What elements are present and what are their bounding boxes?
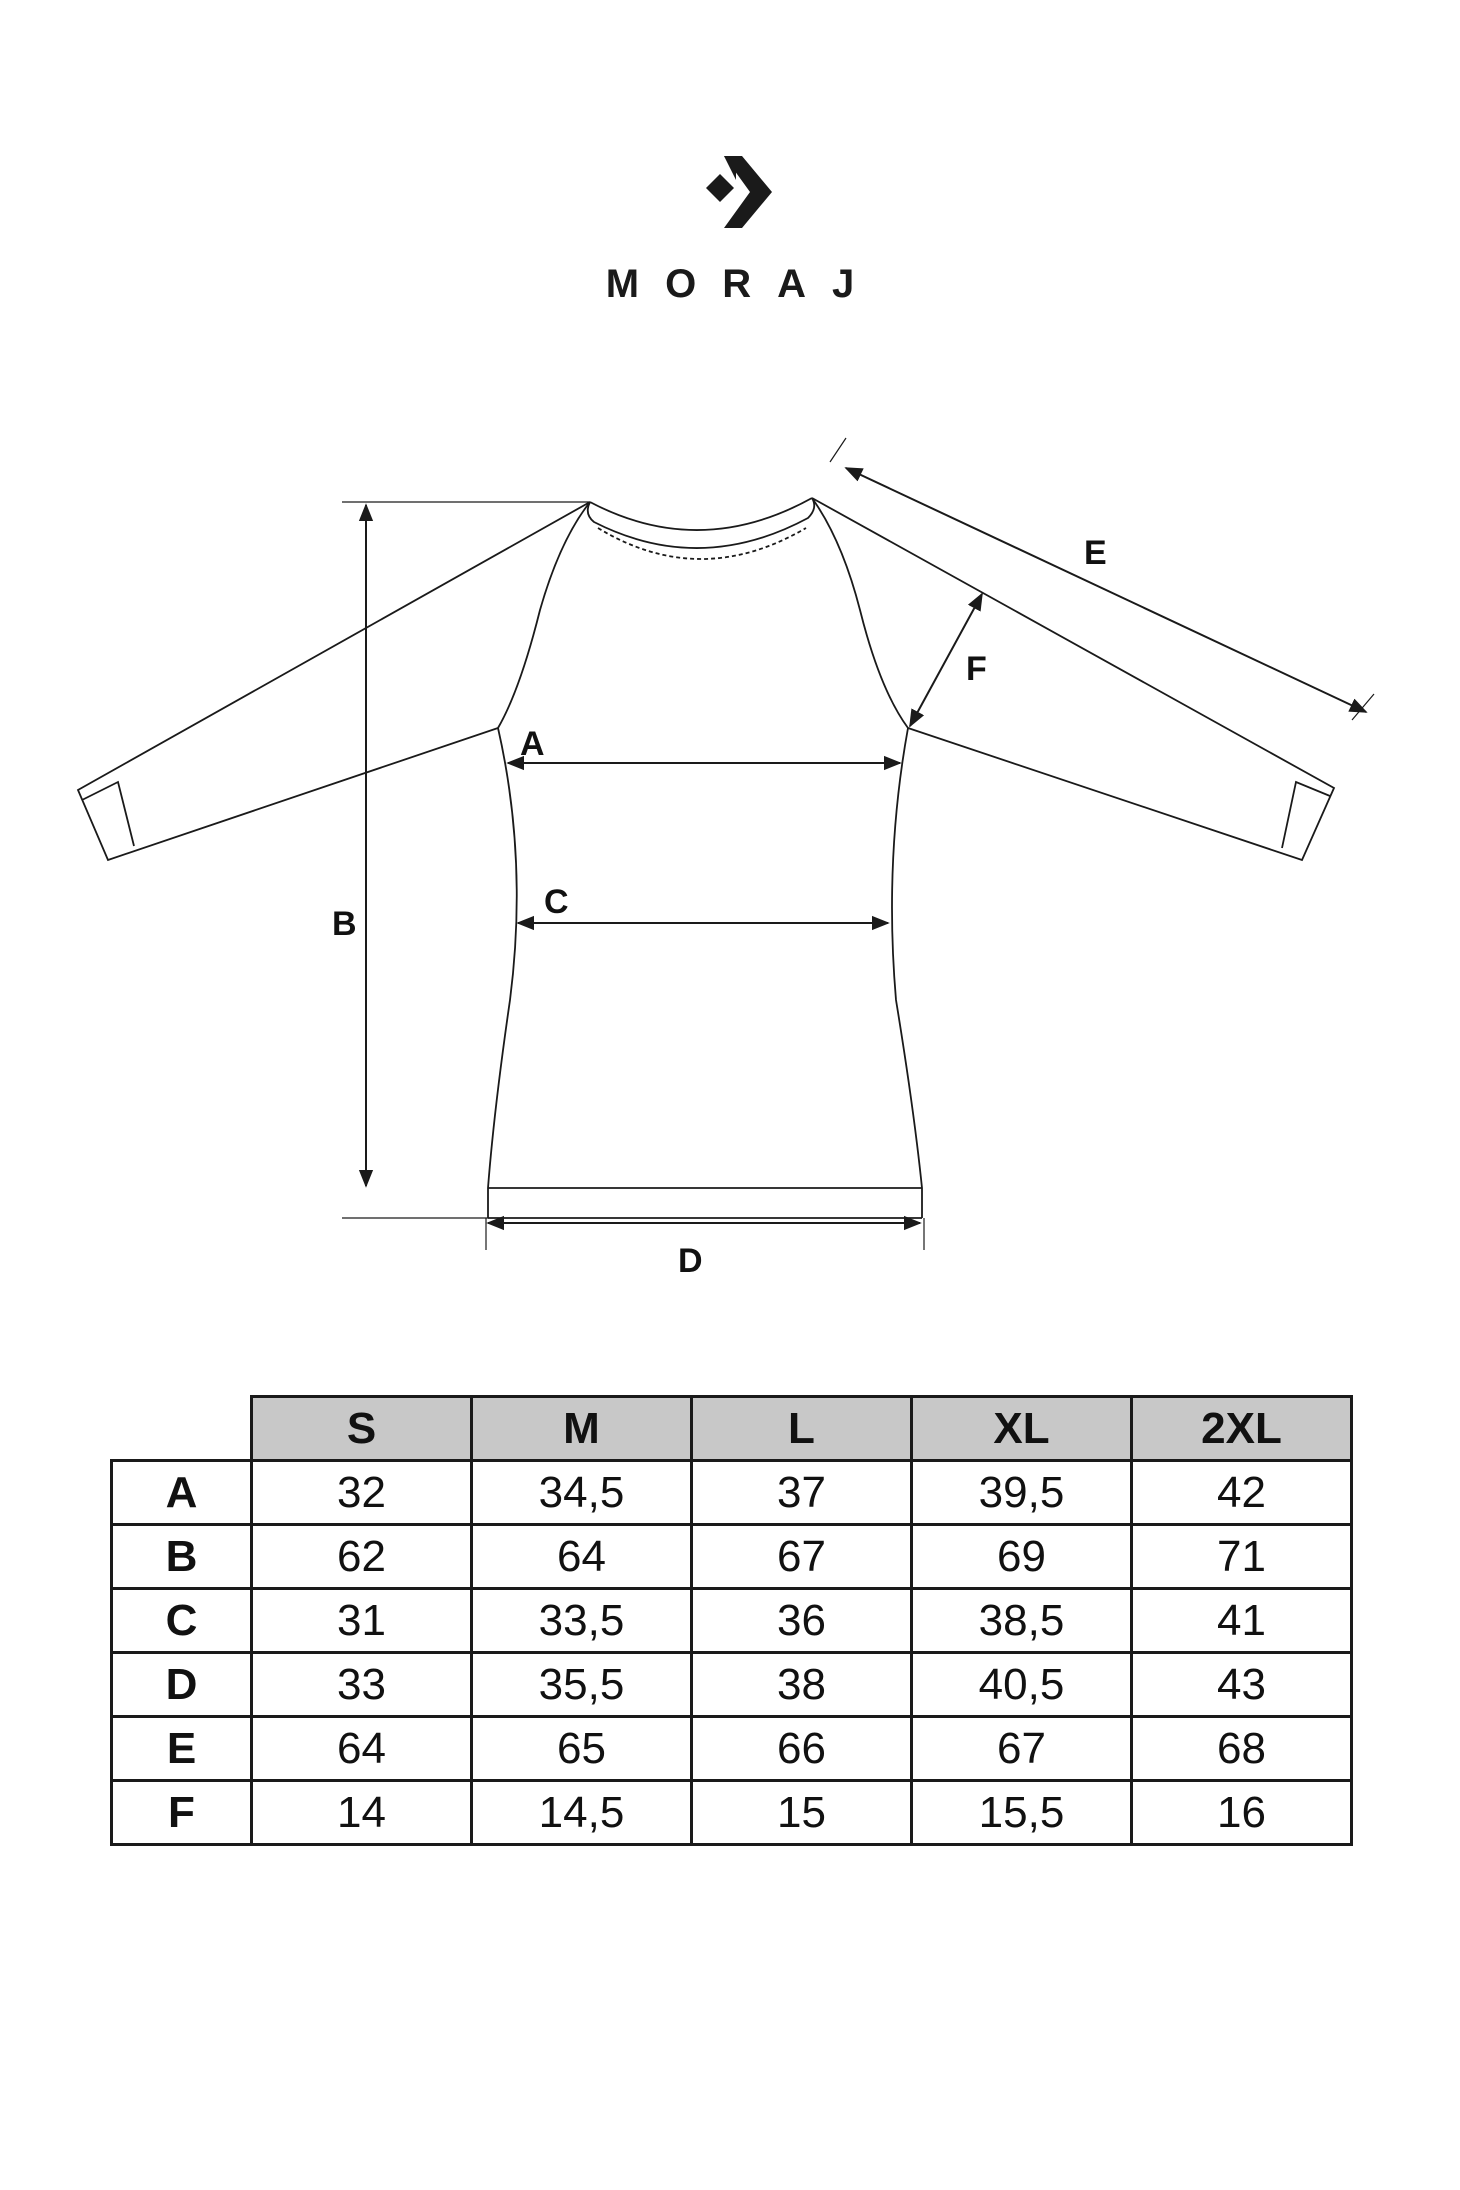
table-cell: 65 — [472, 1717, 692, 1781]
table-cell: 67 — [912, 1717, 1132, 1781]
size-header-row — [112, 1397, 1352, 1461]
table-cell: 68 — [1132, 1717, 1352, 1781]
table-cell: 37 — [692, 1461, 912, 1525]
table-row — [112, 1525, 1352, 1589]
table-cell: 14 — [252, 1781, 472, 1845]
table-cell: 38,5 — [912, 1589, 1132, 1653]
table-cell: 35,5 — [472, 1653, 692, 1717]
table-cell: 64 — [252, 1717, 472, 1781]
size-header-s: S — [252, 1397, 472, 1461]
table-cell: 15 — [692, 1781, 912, 1845]
table-cell: 42 — [1132, 1461, 1352, 1525]
dimension-e-line — [846, 468, 1366, 712]
size-header-2xl: 2XL — [1132, 1397, 1352, 1461]
dimension-lines — [366, 468, 1366, 1223]
table-cell: 40,5 — [912, 1653, 1132, 1717]
brand-name: MORAJ — [605, 262, 881, 306]
dimension-f-label: F — [966, 650, 987, 688]
table-cell: 14,5 — [472, 1781, 692, 1845]
dimension-c-label: C — [544, 883, 569, 921]
table-cell: 15,5 — [912, 1781, 1132, 1845]
table-cell: 67 — [692, 1525, 912, 1589]
dimension-a-label: A — [520, 725, 545, 763]
dimension-e-label: E — [1084, 534, 1107, 572]
row-label: C — [112, 1589, 252, 1653]
table-row — [112, 1781, 1352, 1845]
table-cell: 16 — [1132, 1781, 1352, 1845]
row-label: A — [112, 1461, 252, 1525]
table-cell: 69 — [912, 1525, 1132, 1589]
table-row — [112, 1717, 1352, 1781]
table-cell: 39,5 — [912, 1461, 1132, 1525]
table-cell: 34,5 — [472, 1461, 692, 1525]
table-cell: 31 — [252, 1589, 472, 1653]
table-cell: 38 — [692, 1653, 912, 1717]
row-label: E — [112, 1717, 252, 1781]
row-label: B — [112, 1525, 252, 1589]
table-cell: 62 — [252, 1525, 472, 1589]
size-header-m: M — [472, 1397, 692, 1461]
table-cell: 41 — [1132, 1589, 1352, 1653]
size-header-l: L — [692, 1397, 912, 1461]
size-header-xl: XL — [912, 1397, 1132, 1461]
size-table — [110, 1395, 1353, 1846]
dimension-d-label: D — [678, 1242, 703, 1280]
table-cell: 33,5 — [472, 1589, 692, 1653]
row-label: F — [112, 1781, 252, 1845]
table-cell: 64 — [472, 1525, 692, 1589]
table-corner — [112, 1397, 252, 1461]
table-cell: 32 — [252, 1461, 472, 1525]
table-row — [112, 1653, 1352, 1717]
garment-outline — [78, 438, 1374, 1250]
table-row — [112, 1589, 1352, 1653]
table-cell: 33 — [252, 1653, 472, 1717]
table-cell: 36 — [692, 1589, 912, 1653]
table-cell: 71 — [1132, 1525, 1352, 1589]
row-label: D — [112, 1653, 252, 1717]
table-cell: 66 — [692, 1717, 912, 1781]
dimension-b-label: B — [332, 905, 357, 943]
table-cell: 43 — [1132, 1653, 1352, 1717]
table-row — [112, 1461, 1352, 1525]
